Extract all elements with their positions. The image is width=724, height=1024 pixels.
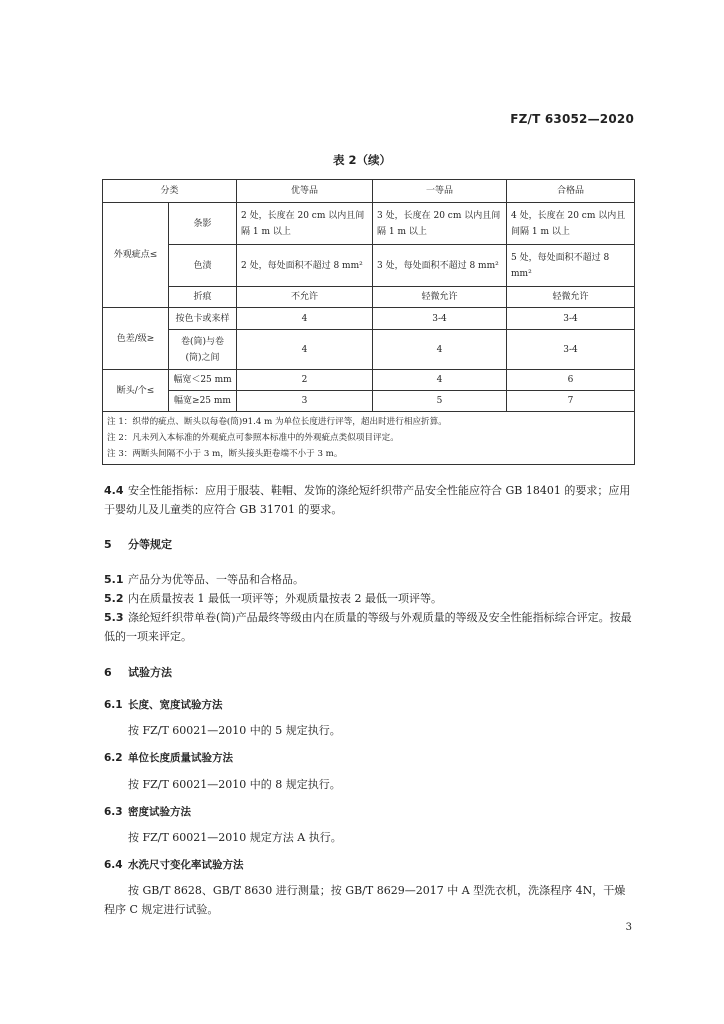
cell: 4 [237,330,373,370]
clause-4-4 [104,481,634,519]
section-title: 试验方法 [128,666,172,679]
clause-5-2 [104,589,634,608]
clause-5-3 [104,608,634,646]
section-number: 6 [104,666,112,679]
clause-text: 涤纶短纤织带单卷(筒)产品最终等级由内在质量的等级与外观质量的等级及安全性能指标综合评定。按最低的一项来评定。 [104,611,632,643]
grading-table [102,179,635,465]
header-category: 分类 [103,180,237,203]
cell: 3 [237,391,373,412]
clause-number: 5.2 [104,592,124,605]
row-label: 按色卡或来样 [169,308,237,330]
section-6-heading [104,664,172,680]
row-label: 幅宽＜25 mm [169,370,237,391]
subsection-number: 6.1 [104,699,123,711]
subsection-title: 水洗尺寸变化率试验方法 [128,859,244,871]
subsection-6-3-heading [104,804,191,819]
cell: 2 处，每处面积不超过 8 mm² [237,245,373,287]
cell: 6 [507,370,635,391]
clause-5-1 [104,570,634,589]
subsection-title: 密度试验方法 [128,806,191,818]
clause-text: 产品分为优等品、一等品和合格品。 [128,573,304,586]
cell: 4 [373,370,507,391]
subsection-number: 6.2 [104,752,123,764]
cell: 3-4 [507,308,635,330]
cell: 3-4 [373,308,507,330]
clause-text: 内在质量按表 1 最低一项评等；外观质量按表 2 最低一项评等。 [128,592,442,605]
subsection-6-4-heading [104,857,244,872]
table-notes-row [103,412,635,465]
subsection-6-4-text: 按 GB/T 8628、GB/T 8630 进行测量；按 GB/T 8629—2017 中 A 型洗衣机，洗涤程序 4N，干燥程序 C 规定进行试验。 [104,884,626,916]
row-label: 幅宽≥25 mm [169,391,237,412]
subsection-title: 单位长度质量试验方法 [128,752,233,764]
subsection-title: 长度、宽度试验方法 [128,699,223,711]
section-number: 5 [104,538,112,551]
table-row [103,245,635,287]
section-title: 分等规定 [128,538,172,551]
section-5-heading [104,536,172,552]
note-3: 注 3：两断头间隔不小于 3 m，断头接头距卷端不小于 3 m。 [107,449,343,459]
cell: 4 [237,308,373,330]
cell: 7 [507,391,635,412]
cell: 5 处，每处面积不超过 8 mm² [507,245,635,287]
subsection-number: 6.4 [104,859,123,871]
subsection-6-2-heading [104,750,233,765]
clause-number: 5.1 [104,573,124,586]
cell: 3-4 [507,330,635,370]
cell: 3 处，每处面积不超过 8 mm² [373,245,507,287]
table-row [103,391,635,412]
cell: 4 处，长度在 20 cm 以内且间隔 1 m 以上 [507,203,635,245]
group-color-difference: 色差/级≥ [103,308,169,370]
header-premium: 优等品 [237,180,373,203]
page-number: 3 [625,922,632,933]
note-2: 注 2：凡未列入本标准的外观疵点可参照本标准中的外观疵点类似项目评定。 [107,433,399,443]
subsection-6-1-heading [104,697,223,712]
cell: 5 [373,391,507,412]
cell: 2 [237,370,373,391]
cell: 不允许 [237,287,373,308]
subsection-number: 6.3 [104,806,123,818]
row-label: 卷(筒)与卷(筒)之间 [169,330,237,370]
cell: 4 [373,330,507,370]
clause-text: 安全性能指标：应用于服装、鞋帽、发饰的涤纶短纤织带产品安全性能应符合 GB 18401 的要求；应用于婴幼儿及儿童类的应符合 GB 31701 的要求。 [104,484,631,516]
table-row [103,203,635,245]
cell: 轻微允许 [507,287,635,308]
table-row [103,287,635,308]
table-row [103,370,635,391]
row-label: 条影 [169,203,237,245]
document-code: FZ/T 63052—2020 [510,112,634,126]
clause-number: 4.4 [104,484,124,497]
header-qualified: 合格品 [507,180,635,203]
note-1: 注 1：织带的疵点、断头以每卷(筒)91.4 m 为单位长度进行评等，超出时进行相应折算。 [107,417,447,427]
header-first: 一等品 [373,180,507,203]
cell: 轻微允许 [373,287,507,308]
clause-number: 5.3 [104,611,124,624]
row-label: 折痕 [169,287,237,308]
table-row [103,330,635,370]
cell: 2 处，长度在 20 cm 以内且间隔 1 m 以上 [237,203,373,245]
table-header-row [103,180,635,203]
table-row [103,308,635,330]
cell: 3 处，长度在 20 cm 以内且间隔 1 m 以上 [373,203,507,245]
subsection-6-2-text: 按 FZ/T 60021—2010 中的 8 规定执行。 [128,778,341,791]
table-title: 表 2（续） [332,153,391,167]
group-broken-ends: 断头/个≤ [103,370,169,412]
row-label: 色渍 [169,245,237,287]
subsection-6-1-text: 按 FZ/T 60021—2010 中的 5 规定执行。 [128,724,341,737]
group-appearance-defects: 外观疵点≤ [103,203,169,308]
subsection-6-3-text: 按 FZ/T 60021—2010 规定方法 A 执行。 [128,831,342,844]
table-notes [103,412,635,465]
